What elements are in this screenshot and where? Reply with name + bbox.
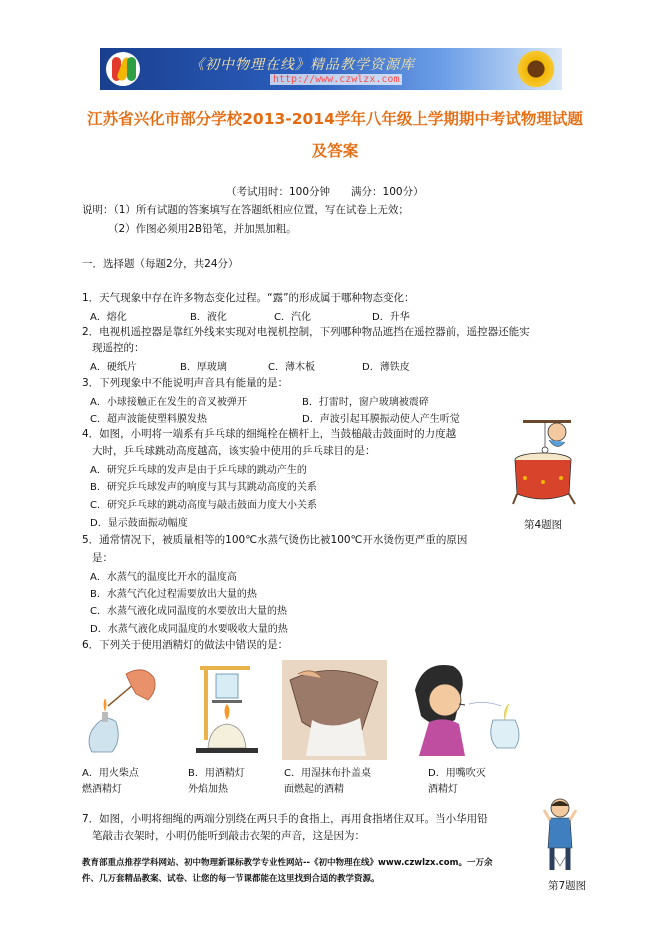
image-caption: B．用酒精灯: [188, 768, 245, 779]
question-stem: 2．电视机遥控器是靠红外线来实现对电视机控制，下列哪种物品遮挡在遥控器前，遥控器还能实: [82, 326, 530, 338]
option: B．研究乒乓球发声的响度与其与其跳动高度的关系: [90, 482, 317, 493]
header-banner: [100, 48, 562, 90]
option: D．声波引起耳膜振动使人产生听觉: [302, 414, 460, 425]
option: B．水蒸气汽化过程需要放出大量的热: [90, 589, 257, 600]
image-caption: 外焰加热: [188, 784, 228, 795]
option: D．水蒸气液化成同温度的水要吸收大量的热: [90, 624, 288, 635]
question-stem: 大时，乒乓球跳动高度越高，该实验中使用的乒乓球目的是：: [92, 445, 376, 457]
exam-info: （考试用时：100分钟 满分：100分）: [226, 186, 424, 198]
logo-icon: [106, 52, 140, 86]
drum-figure: [505, 412, 585, 512]
sunflower-icon: [516, 50, 556, 88]
image-caption: 燃酒精灯: [82, 784, 122, 795]
option: C．水蒸气液化成同温度的水要放出大量的热: [90, 606, 287, 617]
question-stem: 6．下列关于使用酒精灯的做法中错误的是：: [82, 639, 289, 651]
footer-line: 件、几万套精品教案、试卷、让您的每一节课都能在这里找到合适的教学资源。: [82, 874, 380, 884]
option: A．水蒸气的温度比开水的温度高: [90, 572, 237, 583]
option: A．小球接触正在发生的音叉被弹开: [90, 397, 247, 408]
option: B．液化: [190, 312, 227, 323]
option: C．汽化: [274, 312, 311, 323]
banner-title: 《初中物理在线》精品教学资源库: [190, 57, 415, 73]
student-hanger-figure: [540, 796, 580, 876]
image-caption: 酒精灯: [428, 784, 458, 795]
option: B．打雷时，窗户玻璃被震碎: [302, 397, 429, 408]
question-stem: 4．如图，小明将一端系有乒乓球的细绳栓在横杆上，当鼓槌敲击鼓面时的力度越: [82, 428, 457, 440]
option: D．薄铁皮: [362, 362, 410, 373]
option: A．研究乒乓球的发声是由于乒乓球的跳动产生的: [90, 465, 307, 476]
image-blowing-out-lamp: [405, 660, 525, 760]
question-stem: 5．通常情况下，被质量相等的100℃水蒸气烫伤比被100℃开水烫伤更严重的原因: [82, 534, 468, 546]
option: B．厚玻璃: [180, 362, 227, 373]
image-match-lighting: [82, 660, 172, 760]
footer-note: [82, 855, 542, 887]
figure-caption: 第4题图: [524, 519, 563, 531]
option: D．显示鼓面振动幅度: [90, 518, 188, 529]
figure-caption: 第7题图: [548, 880, 587, 892]
footer-line: 教育部重点推荐学科网站、初中物理新课标教学专业性网站--《初中物理在线》www.czwlzx.com。一万余: [82, 858, 493, 868]
question-stem: 是：: [92, 552, 113, 564]
option: A．熔化: [90, 312, 127, 323]
image-caption: D．用嘴吹灭: [428, 768, 486, 779]
banner-url: http://www.czwlzx.com: [270, 74, 402, 85]
instruction-line: （2）作图必须用2B铅笔，并加黑加粗。: [108, 223, 297, 235]
question-stem: 1．天气现象中存在许多物态变化过程。“露”的形成属于哪种物态变化：: [82, 292, 415, 304]
image-caption: C．用湿抹布扑盖桌: [284, 768, 371, 779]
option: C．超声波能使塑料膜发热: [90, 414, 207, 425]
instruction-line: 说明：（1）所有试题的答案填写在答题纸相应位置，写在试卷上无效；: [82, 204, 409, 216]
image-caption: 面燃起的酒精: [284, 784, 344, 795]
section-heading: 一．选择题（每题2分，共24分）: [82, 258, 239, 270]
question-stem: 7．如图，小明将细绳的两端分别绕在两只手的食指上，再用食指堵住双耳。当小华用铅: [82, 813, 488, 825]
option: C．研究乒乓球的跳动高度与敲击鼓面力度大小关系: [90, 500, 317, 511]
image-wet-cloth: [282, 660, 387, 760]
option: C．薄木板: [268, 362, 315, 373]
image-heating-beaker: [190, 660, 270, 760]
option: A．硬纸片: [90, 362, 137, 373]
document-title: 江苏省兴化市部分学校2013-2014学年八年级上学期期中考试物理试题及答案: [87, 110, 583, 160]
question-stem: 现遥控的：: [92, 342, 145, 354]
question-stem: 笔敲击衣架时，小明仍能听到敲击衣架的声音，这是因为：: [92, 830, 365, 842]
image-caption: A．用火柴点: [82, 768, 139, 779]
option: D．升华: [372, 312, 410, 323]
question-stem: 3．下列现象中不能说明声音具有能量的是：: [82, 377, 289, 389]
